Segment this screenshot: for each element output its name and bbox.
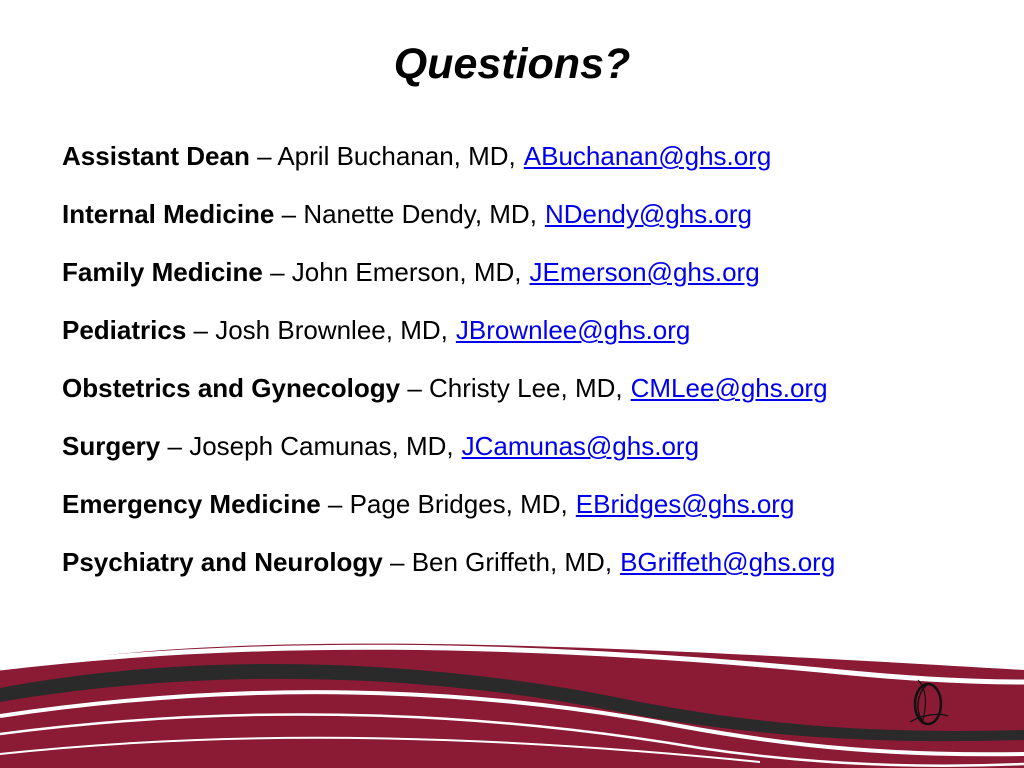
email-link[interactable]: NDendy@ghs.org	[544, 199, 752, 229]
separator: –	[274, 199, 304, 229]
contact-name: Christy Lee, MD,	[429, 373, 623, 403]
department-label: Obstetrics and Gynecology	[62, 373, 401, 403]
email-link[interactable]: ABuchanan@ghs.org	[523, 141, 772, 171]
contact-list	[62, 137, 1012, 601]
department-label: Psychiatry and Neurology	[62, 547, 383, 577]
separator: –	[186, 315, 216, 345]
department-label: Pediatrics	[62, 315, 187, 345]
contact-name: John Emerson, MD,	[291, 257, 522, 287]
department-label: Assistant Dean	[62, 141, 250, 171]
separator: –	[160, 431, 190, 461]
email-link[interactable]: BGriffeth@ghs.org	[620, 547, 836, 577]
contact-row	[62, 311, 1012, 369]
slide-title: Questions?	[393, 40, 631, 88]
department-label: Emergency Medicine	[62, 489, 321, 519]
email-link[interactable]: CMLee@ghs.org	[630, 373, 828, 403]
contact-row	[62, 137, 1012, 195]
contact-row	[62, 427, 1012, 485]
separator: –	[382, 547, 412, 577]
contact-row	[62, 543, 1012, 601]
department-label: Surgery	[62, 431, 161, 461]
department-label: Internal Medicine	[62, 199, 275, 229]
contact-row	[62, 253, 1012, 311]
contact-row	[62, 369, 1012, 427]
separator: –	[249, 141, 278, 171]
separator: –	[320, 489, 350, 519]
department-label: Family Medicine	[62, 257, 263, 287]
contact-name: Ben Griffeth, MD,	[411, 547, 613, 577]
contact-name: Josh Brownlee, MD,	[215, 315, 448, 345]
email-link[interactable]: JEmerson@ghs.org	[529, 257, 760, 287]
separator: –	[400, 373, 430, 403]
contact-name: April Buchanan, MD,	[277, 141, 516, 171]
footer-swoosh-decoration	[0, 630, 1024, 768]
separator: –	[262, 257, 292, 287]
contact-name: Page Bridges, MD,	[349, 489, 568, 519]
contact-name: Joseph Camunas, MD,	[189, 431, 454, 461]
email-link[interactable]: EBridges@ghs.org	[575, 489, 795, 519]
email-link[interactable]: JCamunas@ghs.org	[461, 431, 700, 461]
email-link[interactable]: JBrownlee@ghs.org	[455, 315, 691, 345]
contact-row	[62, 195, 1012, 253]
swirl-logo-icon	[904, 672, 952, 732]
contact-name: Nanette Dendy, MD,	[303, 199, 537, 229]
contact-row	[62, 485, 1012, 543]
